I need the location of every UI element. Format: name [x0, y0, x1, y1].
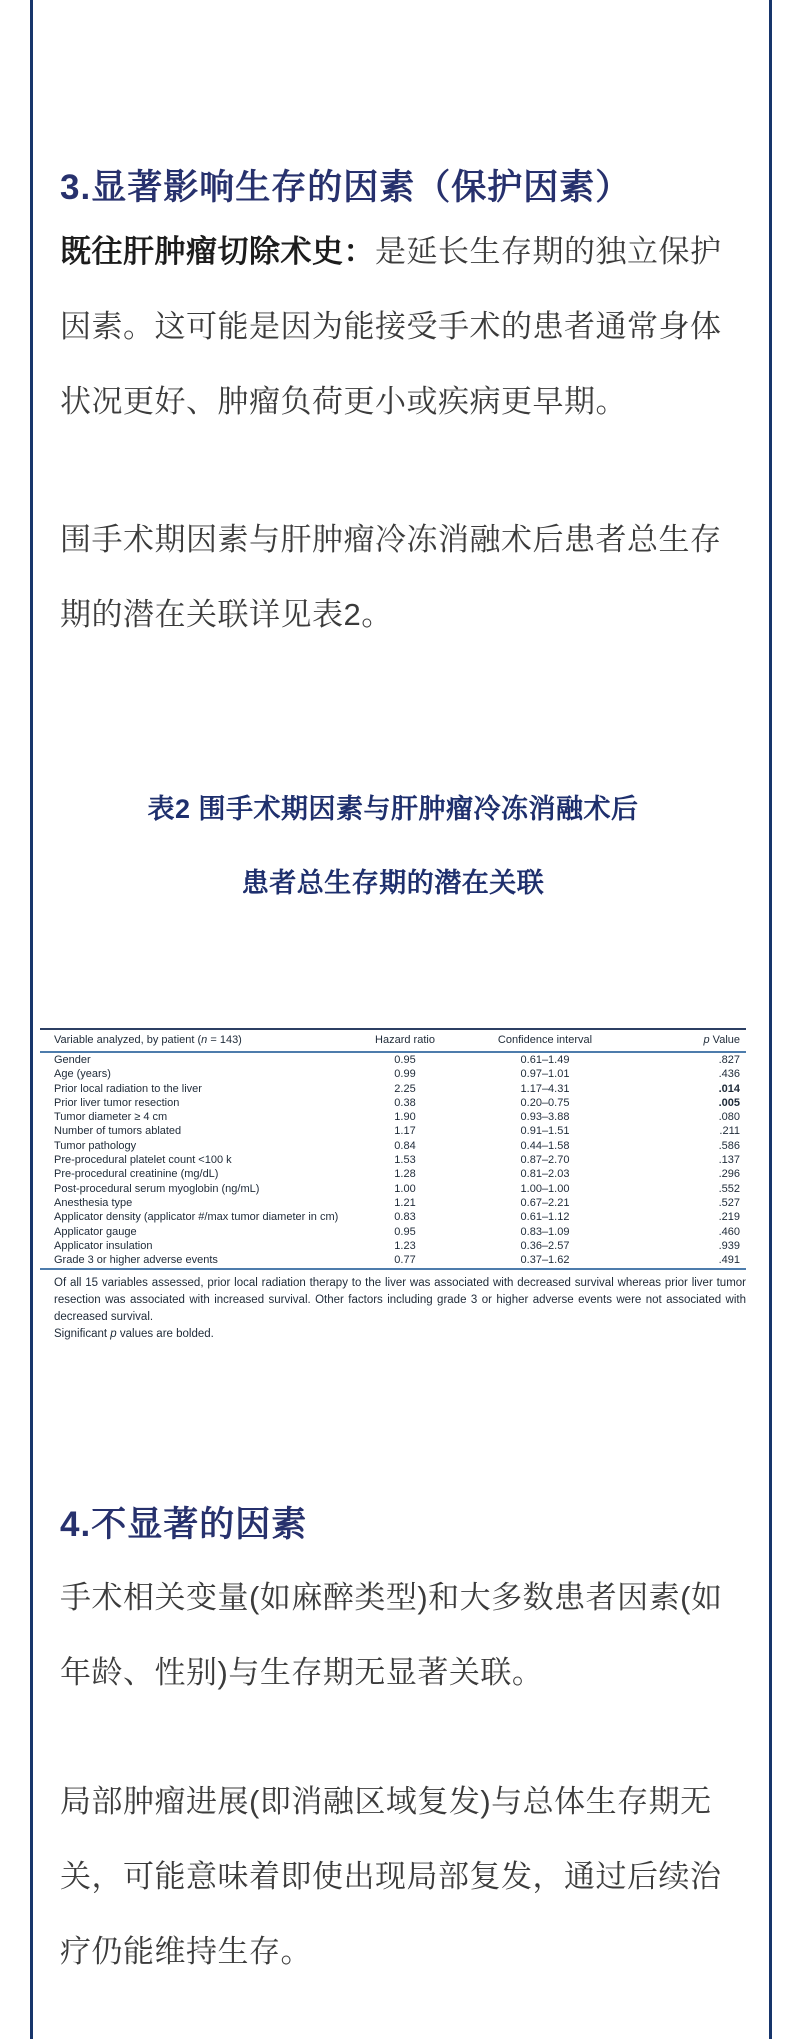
table-2-title-line-2: 患者总生存期的潜在关联 [241, 868, 545, 898]
cell-hazard-ratio: 1.23 [394, 1239, 416, 1252]
cell-p-value: .219 [718, 1211, 740, 1224]
cell-confidence-interval: 0.20–0.75 [520, 1096, 570, 1109]
cell-variable: Applicator density (applicator #/max tumor diameter in cm) [54, 1211, 339, 1224]
header-text: = 143) [207, 1034, 242, 1046]
table-row [40, 1239, 746, 1253]
cell-variable: Pre-procedural creatinine (mg/dL) [54, 1168, 219, 1181]
paragraph-line: 状况更好、肿瘤负荷更小或疾病更早期。 [60, 384, 627, 419]
cell-variable: Tumor pathology [54, 1139, 137, 1152]
table-header-row [40, 1029, 746, 1052]
cell-variable: Anesthesia type [54, 1196, 133, 1209]
column-header-p-value [630, 1029, 746, 1052]
header-text: Value [709, 1034, 740, 1046]
cell-p-value: .827 [718, 1054, 740, 1066]
paragraph-line: 围手术期因素与肝肿瘤冷冻消融术后患者总生存 [60, 522, 722, 557]
cell-confidence-interval: 0.81–2.03 [520, 1168, 570, 1181]
table-2-figure [40, 1028, 746, 1343]
header-italic-n: n [201, 1034, 208, 1046]
header-text: Variable analyzed, by patient ( [54, 1034, 202, 1046]
cell-confidence-interval: 0.61–1.49 [520, 1054, 570, 1066]
cell-variable: Applicator gauge [54, 1225, 137, 1238]
section-3-heading: 3.显著影响生存的因素（保护因素） [60, 168, 632, 207]
cell-hazard-ratio: 1.28 [394, 1168, 416, 1181]
table-row [40, 1253, 746, 1269]
paragraph-line: 手术相关变量(如麻醉类型)和大多数患者因素(如 [60, 1580, 723, 1615]
cell-variable: Prior local radiation to the liver [54, 1082, 202, 1095]
section-4-heading: 4.不显著的因素 [60, 1505, 308, 1544]
cell-confidence-interval: 0.83–1.09 [520, 1225, 570, 1238]
cell-hazard-ratio: 1.00 [394, 1182, 416, 1195]
column-header-confidence-interval: Confidence interval [460, 1029, 630, 1052]
paragraph-line: 因素。这可能是因为能接受手术的患者通常身体 [60, 309, 722, 344]
table-row [40, 1196, 746, 1210]
cell-variable: Number of tumors ablated [54, 1125, 182, 1138]
cell-hazard-ratio: 1.53 [394, 1154, 416, 1167]
section-4-paragraph-2 [60, 1764, 755, 1989]
footnote-text: Of all 15 variables assessed, prior local radiation therapy to the liver was associated with decreased survival whereas prior liver tumor resection was associated with increased survival. Other factors including grade 3 or higher adverse events were not associated with decreased survival. [54, 1277, 746, 1324]
footnote-text: Significant [54, 1328, 111, 1341]
cell-hazard-ratio: 0.38 [394, 1096, 416, 1109]
cell-p-value: .552 [718, 1182, 740, 1195]
table-2-title [40, 772, 746, 920]
paragraph-line: 关，可能意味着即使出现局部复发，通过后续治 [60, 1859, 722, 1894]
column-header-hazard-ratio: Hazard ratio [350, 1029, 460, 1052]
cell-p-value: .211 [719, 1125, 740, 1138]
cell-hazard-ratio: 1.90 [394, 1111, 416, 1124]
cell-p-value: .080 [718, 1111, 740, 1124]
paragraph-line: 局部肿瘤进展(即消融区域复发)与总体生存期无 [60, 1784, 712, 1819]
cell-confidence-interval: 0.67–2.21 [520, 1196, 570, 1209]
cell-hazard-ratio: 2.25 [394, 1082, 416, 1095]
cell-p-value-significant: .005 [718, 1096, 740, 1109]
cell-p-value: .527 [718, 1196, 740, 1209]
cell-confidence-interval: 0.36–2.57 [520, 1239, 570, 1252]
cell-p-value: .436 [718, 1068, 740, 1081]
cell-p-value: .939 [718, 1239, 740, 1252]
cell-hazard-ratio: 0.99 [394, 1068, 416, 1081]
table-row [40, 1082, 746, 1096]
cell-variable: Pre-procedural platelet count <100 k [54, 1154, 232, 1167]
cell-confidence-interval: 1.17–4.31 [520, 1082, 570, 1095]
header-italic-p: p [703, 1034, 710, 1046]
paragraph-text: 是延长生存期的独立保护 [375, 234, 722, 269]
cell-p-value: .137 [718, 1154, 740, 1167]
cell-p-value: .491 [630, 1253, 746, 1269]
cell-p-value: .296 [718, 1168, 740, 1181]
cell-variable: Tumor diameter ≥ 4 cm [54, 1111, 168, 1124]
cell-confidence-interval: 0.93–3.88 [520, 1111, 570, 1124]
column-header-variable [40, 1029, 350, 1052]
cell-hazard-ratio: 0.95 [394, 1225, 416, 1238]
cell-hazard-ratio: 0.84 [394, 1139, 416, 1152]
table-row [40, 1052, 746, 1067]
paragraph-line: 疗仍能维持生存。 [60, 1934, 312, 1969]
cell-hazard-ratio: 0.77 [350, 1253, 460, 1269]
paragraph-line: 期的潜在关联详见表2。 [60, 597, 393, 632]
cell-variable: Age (years) [54, 1068, 111, 1081]
table-footnote [40, 1275, 746, 1343]
cell-confidence-interval: 0.91–1.51 [520, 1125, 570, 1138]
cell-hazard-ratio: 1.21 [394, 1196, 416, 1209]
table-row [40, 1167, 746, 1181]
table-row [40, 1067, 746, 1081]
table-row [40, 1110, 746, 1124]
table-row [40, 1124, 746, 1138]
table-row [40, 1225, 746, 1239]
cell-confidence-interval: 0.61–1.12 [520, 1211, 570, 1224]
cell-variable: Applicator insulation [54, 1239, 153, 1252]
cell-hazard-ratio: 0.95 [394, 1054, 416, 1066]
cell-confidence-interval: 0.44–1.58 [520, 1139, 570, 1152]
section-4-paragraph-1 [60, 1560, 755, 1710]
footnote-text: values are bolded. [116, 1328, 214, 1341]
cell-confidence-interval: 1.00–1.00 [520, 1182, 570, 1195]
table-2 [40, 1028, 746, 1270]
cell-p-value: .460 [718, 1225, 740, 1238]
cell-hazard-ratio: 1.17 [394, 1125, 416, 1138]
bold-lead-text: 既往肝肿瘤切除术史： [60, 234, 375, 269]
cell-variable: Gender [54, 1054, 91, 1066]
table-2-title-line-1: 表2 围手术期因素与肝肿瘤冷冻消融术后 [147, 794, 639, 824]
right-border-rule [769, 0, 772, 2039]
paragraph-line [60, 214, 755, 289]
cell-hazard-ratio: 0.83 [394, 1211, 416, 1224]
footnote-significance-note [54, 1326, 746, 1343]
footnote-italic-p: p [110, 1328, 117, 1341]
left-border-rule [30, 0, 33, 2039]
cell-confidence-interval: 0.97–1.01 [520, 1068, 570, 1081]
cell-variable: Prior liver tumor resection [54, 1096, 180, 1109]
section-3-paragraph-1 [60, 214, 755, 439]
cell-variable: Grade 3 or higher adverse events [40, 1253, 350, 1269]
table-row [40, 1210, 746, 1224]
section-3-paragraph-2 [60, 502, 755, 652]
table-row [40, 1139, 746, 1153]
table-row [40, 1182, 746, 1196]
cell-confidence-interval: 0.87–2.70 [520, 1154, 570, 1167]
cell-p-value: .586 [718, 1139, 740, 1152]
table-row [40, 1153, 746, 1167]
cell-p-value-significant: .014 [718, 1082, 740, 1095]
cell-confidence-interval: 0.37–1.62 [460, 1253, 630, 1269]
cell-variable: Post-procedural serum myoglobin (ng/mL) [54, 1182, 260, 1195]
table-row [40, 1096, 746, 1110]
paragraph-line: 年龄、性别)与生存期无显著关联。 [60, 1655, 544, 1690]
